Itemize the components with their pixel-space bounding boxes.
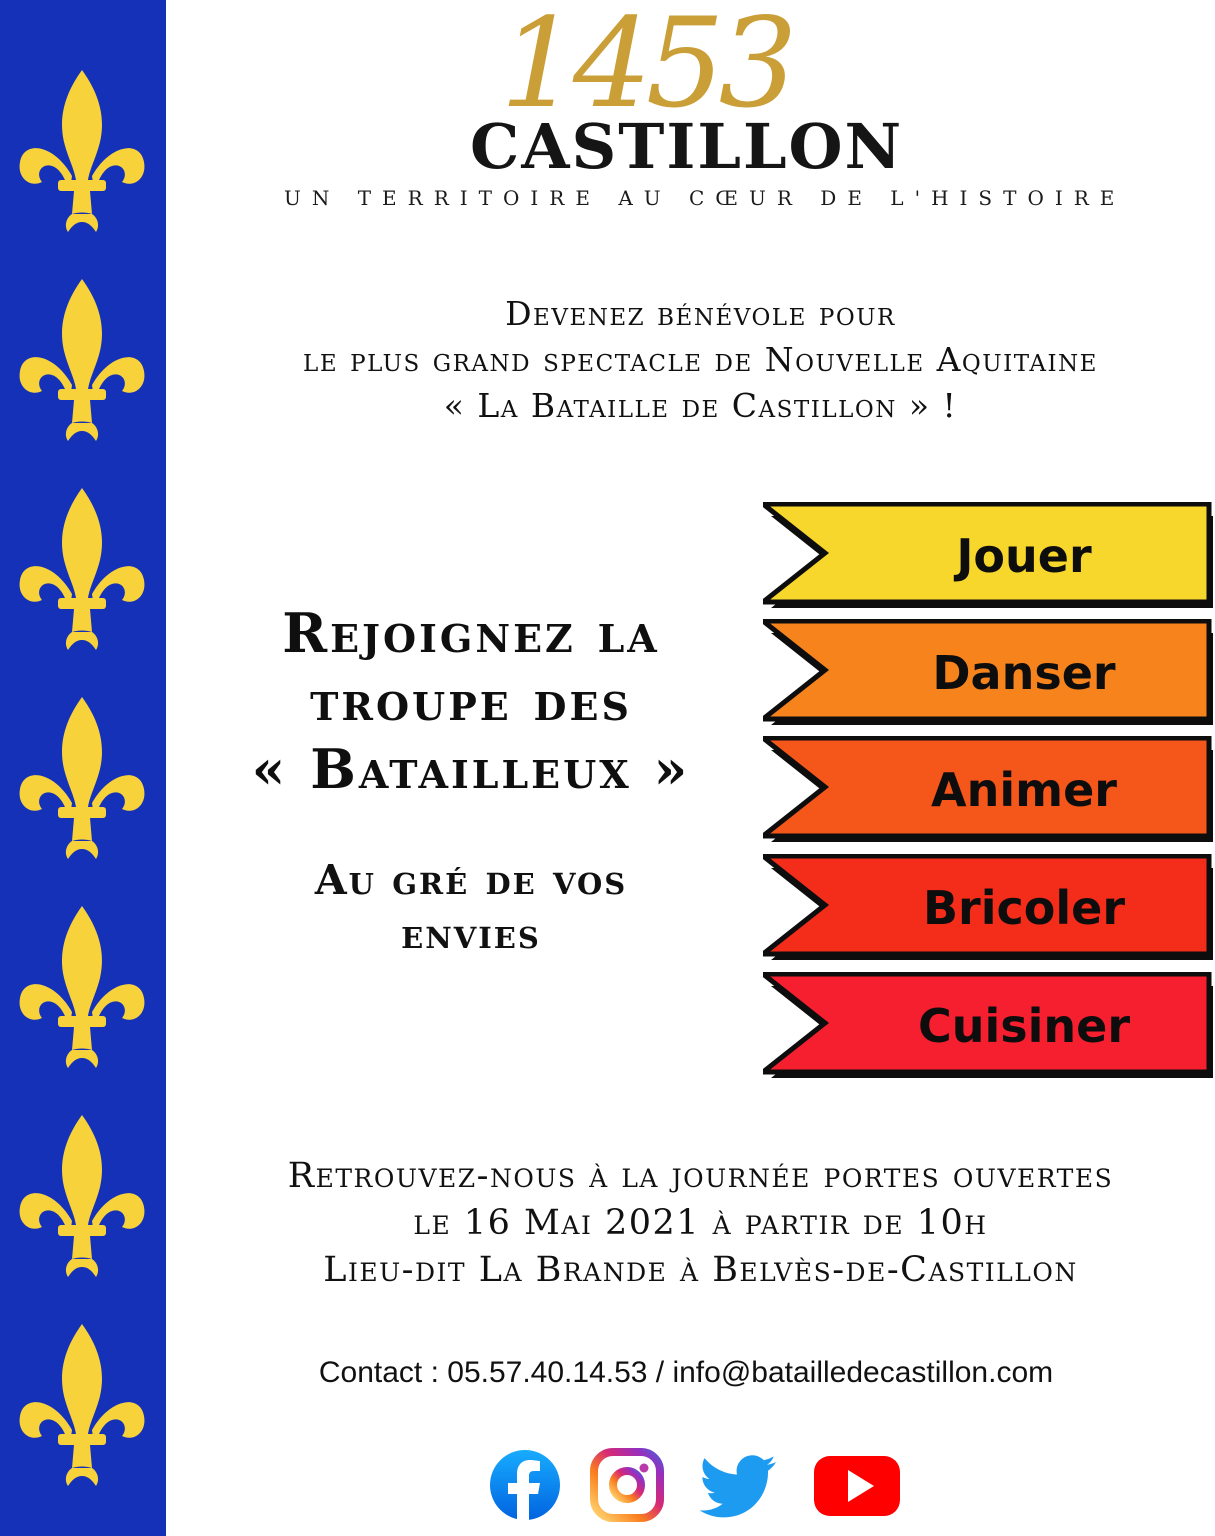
- activity-banner-bricoler: [763, 854, 1215, 962]
- headline-line-1: Rejoignez la: [282, 601, 660, 665]
- logo-tagline: UN TERRITOIRE AU CŒUR DE L'HISTOIRE: [284, 186, 1126, 210]
- subline-line-2: envies: [401, 910, 541, 958]
- logo-year: 1453: [500, 0, 792, 136]
- youtube-icon[interactable]: [812, 1448, 902, 1522]
- details-line-2: le 16 Mai 2021 à partir de 10h: [413, 1203, 988, 1243]
- twitter-icon[interactable]: [700, 1448, 778, 1522]
- intro-line-2: le plus grand spectacle de Nouvelle Aquitaine: [303, 340, 1098, 379]
- activity-label: Bricoler: [922, 881, 1126, 935]
- instagram-icon[interactable]: [590, 1448, 664, 1522]
- activity-banner-danser: [763, 619, 1215, 727]
- castillon-logo: [230, 0, 1130, 220]
- activity-label: Animer: [931, 763, 1117, 817]
- details-line-3: Lieu-dit La Brande à Belvès-de-Castillon: [323, 1250, 1078, 1290]
- activity-banner-cuisiner: [763, 972, 1215, 1080]
- fleur-de-lis-icon: [14, 68, 150, 234]
- fleur-de-lis-icon: [14, 277, 150, 443]
- fleur-de-lis-icon: [14, 486, 150, 652]
- fleur-de-lis-icon: [14, 1322, 150, 1488]
- fleur-de-lis-icon: [14, 1113, 150, 1279]
- fleur-de-lis-icon: [14, 904, 150, 1070]
- intro-line-3: « La Bataille de Castillon » !: [443, 386, 958, 425]
- headline-line-3: « Batailleux »: [251, 737, 691, 801]
- facebook-icon[interactable]: [488, 1448, 562, 1522]
- fleur-de-lis-sidebar: [0, 0, 166, 1536]
- activity-label: Cuisiner: [917, 999, 1131, 1053]
- logo-name: CASTILLON: [470, 110, 904, 183]
- activity-banner-animer: [763, 736, 1215, 844]
- fleur-de-lis-icon: [14, 695, 150, 861]
- headline-line-2: troupe des: [310, 669, 632, 733]
- activity-label: Jouer: [956, 529, 1092, 583]
- activity-label: Danser: [932, 646, 1116, 700]
- details-line-1: Retrouvez-nous à la journée portes ouvertes: [287, 1156, 1114, 1196]
- activity-banner-jouer: [763, 502, 1215, 610]
- subline-line-1: Au gré de vos: [314, 856, 628, 904]
- intro-line-1: Devenez bénévole pour: [505, 294, 896, 333]
- contact-info[interactable]: Contact : 05.57.40.14.53 / info@batailledecastillon.com: [318, 1356, 1054, 1389]
